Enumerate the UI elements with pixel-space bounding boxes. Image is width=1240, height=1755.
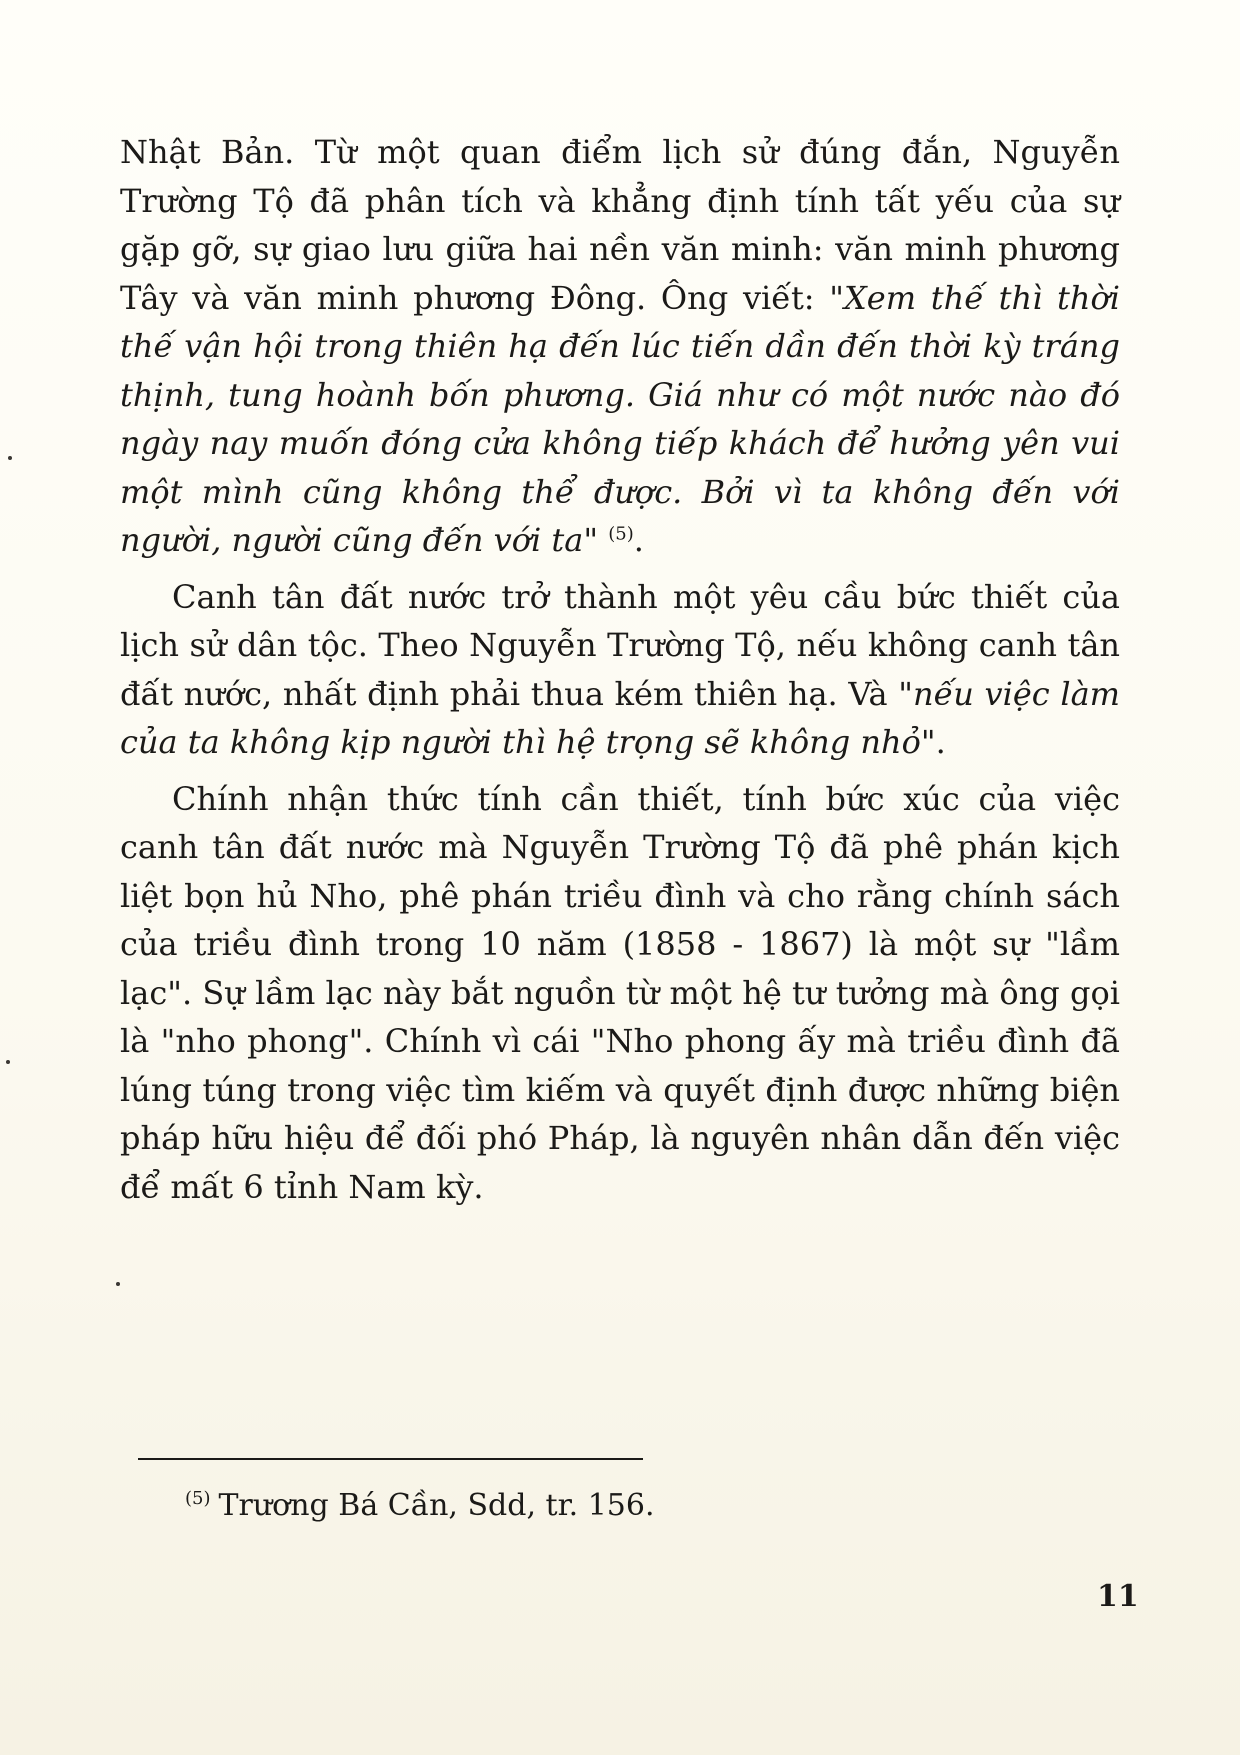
- text-run: Canh tân đất nước trở thành một yêu cầu bức thiết của lịch sử dân tộc. Theo Nguyễn Trường Tộ, nếu không canh tân đất nước, nhất định phải thua kém thiên hạ. Và ": [120, 577, 1120, 713]
- scan-speck: [116, 1282, 120, 1286]
- footnote-separator: [138, 1458, 643, 1460]
- page-number: 11: [1097, 1579, 1139, 1614]
- text-run: ".: [920, 723, 946, 761]
- paragraph-1: [120, 128, 1120, 565]
- paragraph-2: [120, 573, 1120, 767]
- text-run: ": [583, 521, 609, 559]
- quote-italic: Xem thế thì thời thế vận hội trong thiên hạ đến lúc tiến dần đến thời kỳ tráng thịnh, tung hoành bốn phương. Giá như có một nước nào đó ngày nay muốn đóng cửa không tiếp khách để hưởng yên vui một mình cũng không thể được. Bởi vì ta không đến với người, người cũng đến với ta: [120, 278, 1121, 559]
- text-run: .: [633, 521, 644, 559]
- footnote-reference: (5): [608, 523, 634, 545]
- scan-speck: [6, 1060, 10, 1064]
- body-text: [120, 128, 1120, 1219]
- scan-speck: [8, 456, 12, 460]
- footnote-text: Trương Bá Cần, Sdd, tr. 156.: [218, 1488, 655, 1523]
- quote-italic: nếu việc làm của ta không kịp người thì hệ trọng sẽ không nhỏ: [120, 674, 1121, 761]
- footnote-marker: (5): [185, 1488, 211, 1509]
- paragraph-3: [120, 775, 1120, 1212]
- footnote: [185, 1486, 655, 1526]
- text-run: Chính nhận thức tính cần thiết, tính bức xúc của việc canh tân đất nước mà Nguyễn Trường Tộ đã phê phán kịch liệt bọn hủ Nho, phê phán triều đình và cho rằng chính sách của triều đình trong 10 năm (1858 - 1867) là một sự "lầm lạc". Sự lầm lạc này bắt nguồn từ một hệ tư tưởng mà ông gọi là "nho phong". Chính vì cái "Nho phong ấy mà triều đình đã lúng túng trong việc tìm kiếm và quyết định được những biện pháp hữu hiệu để đối phó Pháp, là nguyên nhân dẫn đến việc để mất 6 tỉnh Nam kỳ.: [120, 779, 1120, 1206]
- text-run: Nhật Bản. Từ một quan điểm lịch sử đúng đắn, Nguyễn Trường Tộ đã phân tích và khẳng định tính tất yếu của sự gặp gỡ, sự giao lưu giữa hai nền văn minh: văn minh phương Tây và văn minh phương Đông. Ông viết: ": [120, 133, 1120, 317]
